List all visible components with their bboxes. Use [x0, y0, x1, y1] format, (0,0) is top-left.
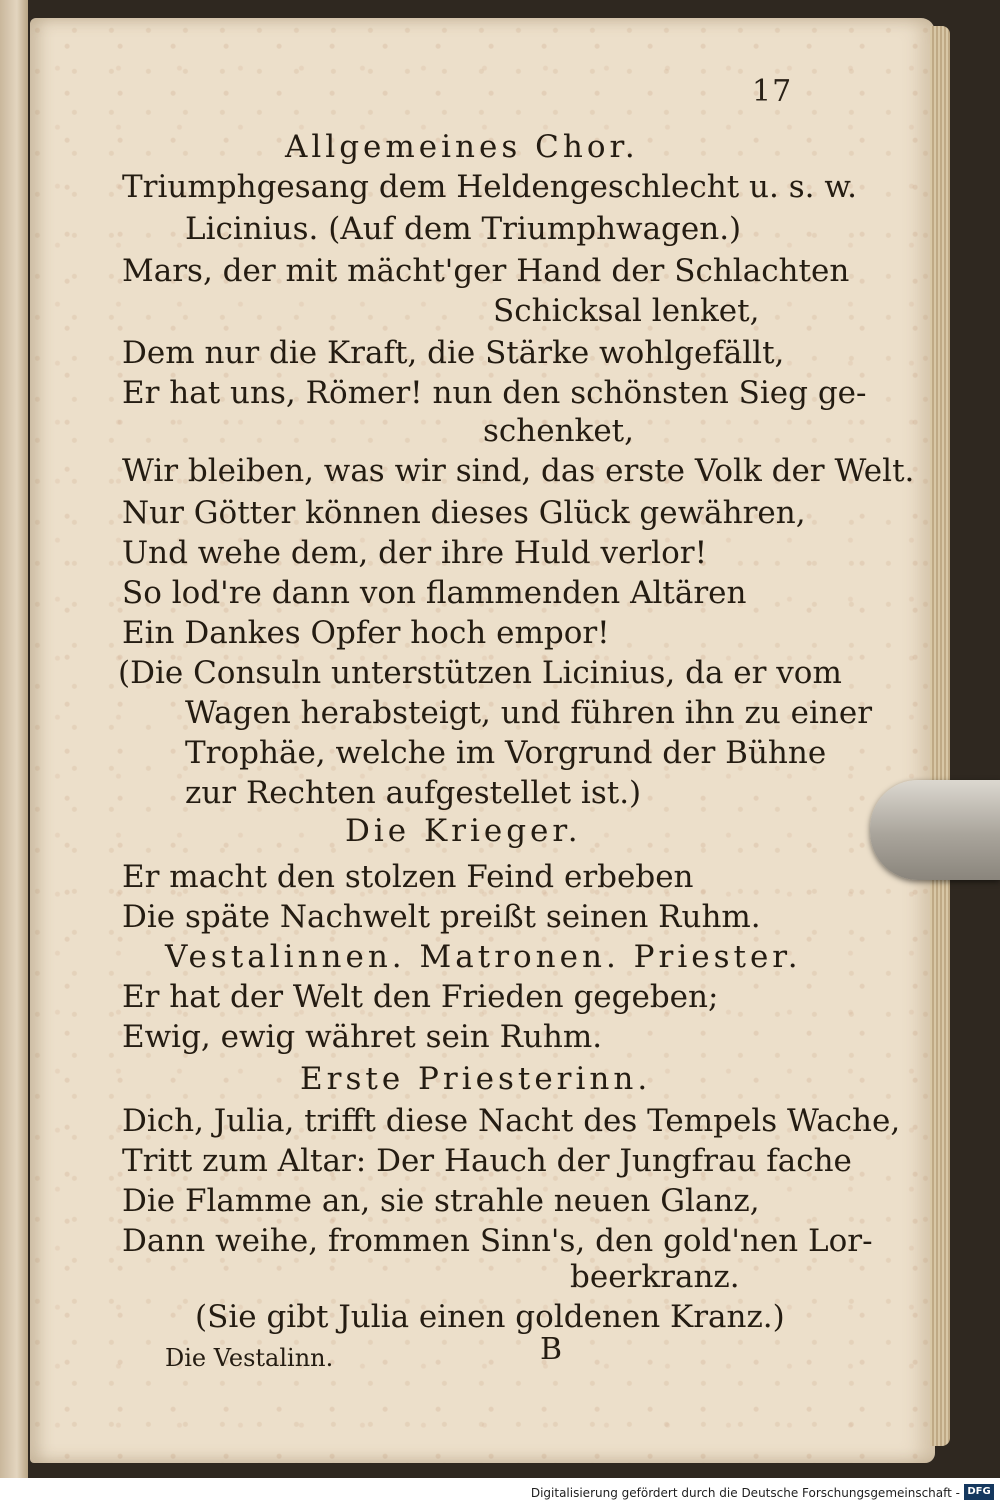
text-line: Tritt zum Altar: Der Hauch der Jungfrau fache [122, 1143, 852, 1179]
text-line: Wir bleiben, was wir sind, das erste Volk der Welt. [122, 453, 915, 489]
stage-direction: (Die Consuln unterstützen Licinius, da er vom [118, 655, 842, 691]
stage-direction: zur Rechten aufgestellet ist.) [185, 775, 642, 811]
text-line: Er hat uns, Römer! nun den schönsten Sieg ge- [122, 375, 867, 411]
text-line: Nur Götter können dieses Glück gewähren, [122, 495, 806, 531]
text-line: Er hat der Welt den Frieden gegeben; [122, 979, 719, 1015]
text-line: Schicksal lenket, [493, 293, 760, 329]
text-line: Er macht den stolzen Feind erbeben [122, 859, 694, 895]
text-line: Dich, Julia, trifft diese Nacht des Tempels Wache, [122, 1103, 901, 1139]
dfg-logo: DFG [964, 1484, 994, 1500]
signature-mark: B [540, 1332, 563, 1367]
text-line: Die Flamme an, sie strahle neuen Glanz, [122, 1183, 760, 1219]
text-line: Mars, der mit mächt'ger Hand der Schlachten [122, 253, 850, 289]
stage-direction: (Sie gibt Julia einen goldenen Kranz.) [195, 1299, 785, 1335]
text-line: Dann weihe, frommen Sinn's, den gold'nen Lor- [122, 1223, 873, 1259]
speaker-heading: Die Krieger. [345, 813, 582, 849]
page-number: 17 [752, 74, 793, 109]
speaker-heading: Allgemeines Chor. [285, 129, 639, 165]
text-line: schenket, [483, 413, 634, 449]
speaker-heading: Vestalinnen. Matronen. Priester. [165, 939, 802, 975]
text-line: Dem nur die Kraft, die Stärke wohlgefällt, [122, 335, 785, 371]
funding-credit: Digitalisierung gefördert durch die Deutsche Forschungsgemeinschaft - [530, 1486, 960, 1500]
speaker-heading: Erste Priesterinn. [300, 1061, 652, 1097]
text-line: beerkranz. [570, 1259, 740, 1295]
catchword: Die Vestalinn. [165, 1344, 334, 1372]
text-line: Ein Dankes Opfer hoch empor! [122, 615, 610, 651]
speaker-line: Licinius. (Auf dem Triumphwagen.) [185, 211, 742, 247]
stage-direction: Trophäe, welche im Vorgrund der Bühne [185, 735, 827, 771]
text-line: So lod're dann von flammenden Altären [122, 575, 747, 611]
text-line: Die späte Nachwelt preißt seinen Ruhm. [122, 899, 761, 935]
text-line: Und wehe dem, der ihre Huld verlor! [122, 535, 708, 571]
stage-direction: Wagen herabsteigt, und führen ihn zu einer [185, 695, 873, 731]
text-line: Triumphgesang dem Heldengeschlecht u. s. w. [122, 169, 858, 205]
text-line: Ewig, ewig währet sein Ruhm. [122, 1019, 603, 1055]
